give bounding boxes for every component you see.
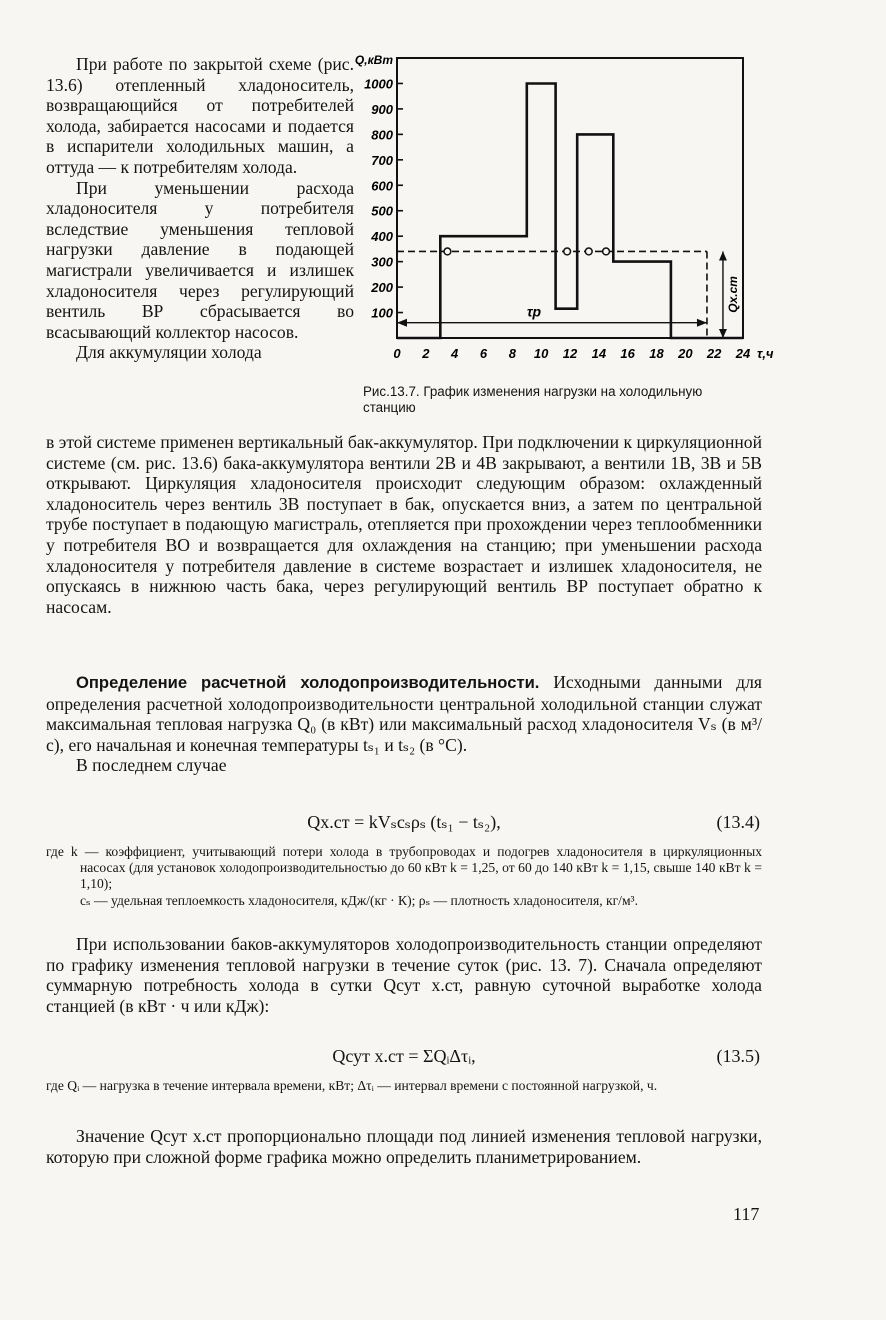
intersection-marker bbox=[444, 248, 451, 255]
body-block-1 bbox=[46, 432, 762, 617]
y-tick-label: 300 bbox=[371, 254, 393, 270]
x-tick-label: 20 bbox=[678, 346, 693, 361]
y-tick-label: 700 bbox=[371, 152, 393, 168]
x-tick-label: 4 bbox=[451, 346, 459, 361]
load-step-line bbox=[397, 84, 743, 339]
where-block-1 bbox=[46, 844, 762, 909]
body-paragraph-6: При использовании баков-аккумуляторов холодопроизводительность станции определяют по графику изменения тепловой нагрузки в течение суток (рис. 13. 7). Сначала определяют суммарную потребность холода в сутки Qсут х.ст, равную суточной выработке холода станцией (в кВт · ч или кДж): bbox=[46, 934, 762, 1016]
y-tick-label: 1000 bbox=[364, 76, 393, 92]
x-tick-label: 6 bbox=[479, 346, 488, 361]
interval-arrow-left bbox=[397, 319, 407, 327]
interval-arrow-right bbox=[697, 319, 707, 327]
page-number: 117 bbox=[733, 1204, 760, 1224]
x-tick-label: 8 bbox=[508, 346, 516, 361]
intro-paragraph-3-start: Для аккумуляции холода bbox=[76, 342, 262, 363]
x-tick-label: 22 bbox=[706, 346, 722, 361]
x-tick-label: 12 bbox=[562, 346, 578, 361]
paragraph-4-text: Исходными данными для определения расчетной холодопроизводительности центральной холодильной станции служат максимальная тепловая нагрузка Q₀ (в кВт) или максимальный расход хладоносителя Vₛ (в м³/с), его начальная и конечная температуры tₛ₁ и tₛ₂ (в °С). bbox=[46, 672, 762, 755]
section-heading: Определение расчетной холодопроизводительности. bbox=[76, 673, 540, 692]
body-block-2 bbox=[46, 672, 762, 776]
average-dimension-arrow-top bbox=[719, 251, 727, 260]
figure-caption: Рис.13.7. График изменения нагрузки на холодильную станцию bbox=[363, 384, 703, 415]
chart-frame bbox=[397, 58, 743, 338]
y-tick-label: 400 bbox=[371, 229, 393, 245]
body-paragraph-4 bbox=[46, 672, 762, 755]
intro-paragraph-2: При уменьшении расхода хладоносителя у потребителя вследствие уменьшения тепловой нагрузки давление в подающей магистрали увеличивается и излишек хладоносителя через регулирующий вентиль ВР сбрасывается во всасывающий коллектор насосов. bbox=[46, 177, 354, 342]
equation-13-5-number: (13.5) bbox=[716, 1046, 760, 1066]
load-chart bbox=[354, 50, 774, 370]
equation-13-5-text: Qсут х.ст = ΣQᵢΔτᵢ, bbox=[332, 1046, 476, 1066]
body-paragraph-7: Значение Qсут х.ст пропорционально площади под линией изменения тепловой нагрузки, которую при сложной форме графика можно определить планиметрированием. bbox=[46, 1126, 762, 1167]
x-axis-label: τ,ч bbox=[757, 346, 774, 361]
intersection-marker bbox=[603, 248, 610, 255]
where-block-2 bbox=[46, 1078, 762, 1094]
intro-paragraph-1: При работе по закрытой схеме (рис. 13.6) отепленный хладоноситель, возвращающийся от потребителей холода, забирается насосами и подается в испарители холодильных машин, а оттуда — к потребителям холода. bbox=[46, 54, 354, 177]
x-tick-label: 14 bbox=[591, 346, 607, 361]
x-tick-label: 18 bbox=[649, 346, 664, 361]
y-tick-label: 900 bbox=[371, 101, 393, 117]
average-dimension-arrow-bottom bbox=[719, 329, 727, 338]
body-block-4 bbox=[46, 1126, 762, 1167]
equation-13-4-number: (13.4) bbox=[716, 812, 760, 832]
equation-13-5 bbox=[46, 1046, 762, 1070]
y-tick-label: 500 bbox=[371, 203, 393, 219]
body-paragraph-3: в этой системе применен вертикальный бак-аккумулятор. При подключении к циркуляционной системе (см. рис. 13.6) бака-аккумулятора вентили 2В и 4В закрывают, а вентили 1В, 3В и 5В открывают. Циркуляция хладоносителя происходит следующим образом: охлажденный хладоноситель через вентиль 3В поступает в бак, опускается вниз, а затем по центральной трубе поступает в подающую магистраль, отепляется при прохождении через теплообменники у потребителя ВО и возвращается для охлаждения на станцию; при уменьшении расхода хладоносителя у потребителя давление в системе возрастает и излишек хладоносителя, не опускаясь в нижнюю часть бака, через регулирующий вентиль ВР поступает обратно к насосам. bbox=[46, 432, 762, 617]
y-tick-label: 600 bbox=[371, 178, 393, 194]
y-tick-label: 800 bbox=[371, 127, 393, 143]
x-tick-label: 16 bbox=[620, 346, 635, 361]
x-tick-label: 24 bbox=[735, 346, 751, 361]
y-axis-label: Q,кВт bbox=[354, 53, 393, 67]
intersection-marker bbox=[564, 248, 571, 255]
equation-13-4-text: Qх.ст = kVₛcₛρₛ (tₛ₁ − tₛ₂), bbox=[307, 812, 501, 832]
intersection-marker bbox=[585, 248, 592, 255]
equation-13-4 bbox=[46, 812, 762, 836]
where-1-text: где k — коэффициент, учитывающий потери холода в трубопроводах и подогрев хладоносителя в циркуляционных насосах (для установок холодопроизводительностью до 60 кВт k = 1,25, от 60 до 140 кВт k = 1,15, свыше 140 кВт k = 1,10); bbox=[46, 844, 762, 892]
body-paragraph-5: В последнем случае bbox=[76, 755, 227, 776]
x-tick-label: 2 bbox=[422, 346, 430, 361]
x-tick-label: 0 bbox=[393, 346, 401, 361]
y-tick-label: 100 bbox=[371, 305, 393, 321]
intro-column bbox=[46, 54, 354, 363]
body-block-3 bbox=[46, 934, 762, 1016]
y-tick-label: 200 bbox=[371, 280, 393, 296]
average-load-label: Qх.ст bbox=[725, 276, 740, 313]
x-tick-label: 10 bbox=[533, 346, 549, 361]
where-2-text: где Qᵢ — нагрузка в течение интервала времени, кВт; Δτᵢ — интервал времени с постоянной нагрузкой, ч. bbox=[46, 1078, 658, 1093]
interval-label: τр bbox=[526, 303, 542, 320]
where-1b-text: cₛ — удельная теплоемкость хладоносителя, кДж/(кг · К); ρₛ — плотность хладоносителя, кг/м³. bbox=[80, 892, 639, 908]
